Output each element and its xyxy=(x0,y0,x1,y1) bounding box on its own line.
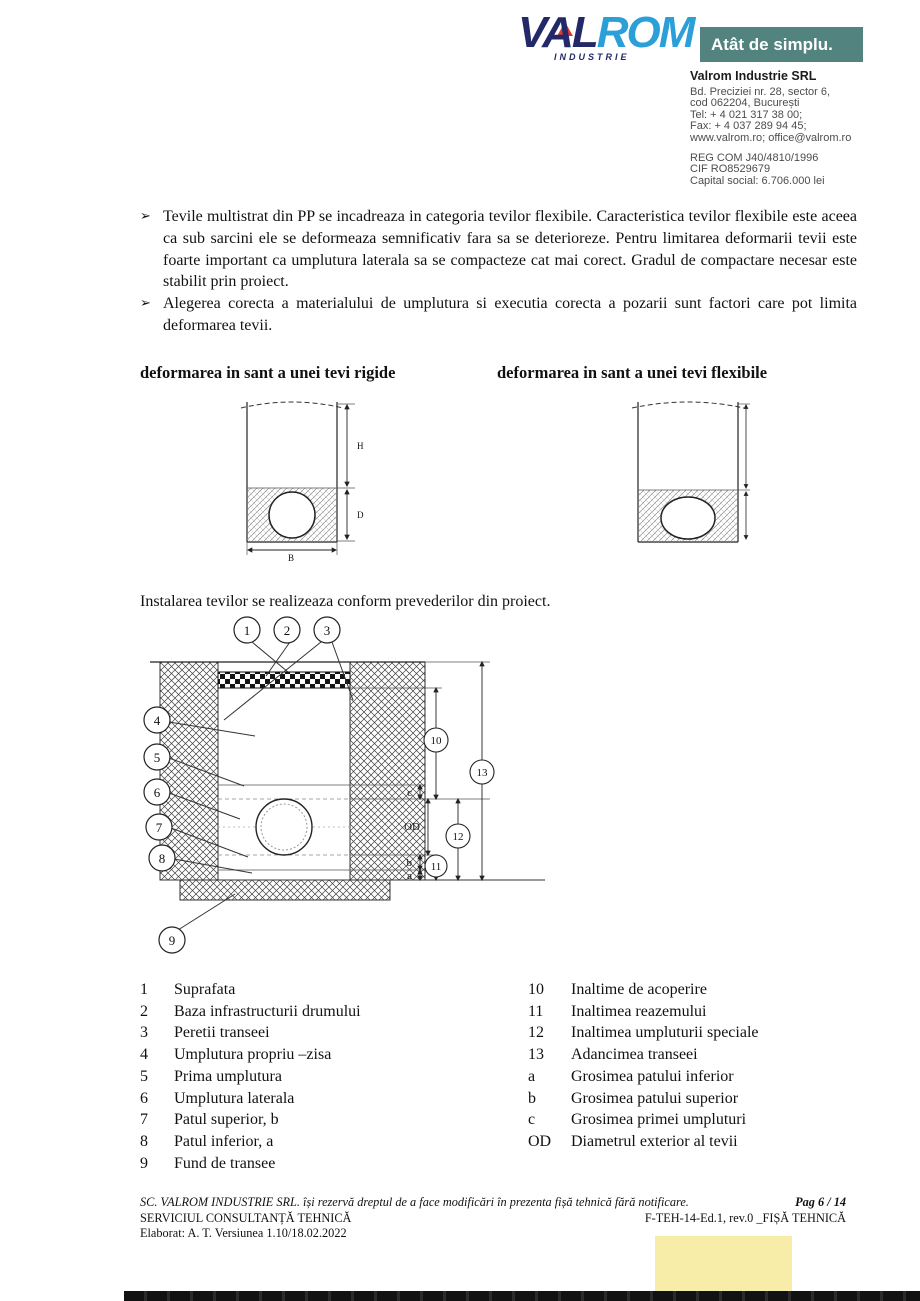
svg-text:12: 12 xyxy=(452,831,464,843)
legend-item xyxy=(528,1022,759,1044)
bullet-list xyxy=(140,206,857,337)
legend-item xyxy=(140,1022,361,1044)
ground-line xyxy=(241,402,343,408)
legend-key: 11 xyxy=(528,1002,544,1020)
tagline-box: Atât de simplu. xyxy=(700,27,863,62)
bullet-item xyxy=(140,206,857,293)
dim-circle-10 xyxy=(424,728,448,752)
legend-label: Inaltime de acoperire xyxy=(571,981,707,998)
legend-label: Patul superior, b xyxy=(174,1111,279,1129)
legend-key: 3 xyxy=(140,1024,148,1042)
legend-label: Prima umplutura xyxy=(174,1067,282,1085)
company-name: Valrom Industrie SRL xyxy=(690,69,817,83)
callout-8 xyxy=(149,845,175,871)
legend-label: Adancimea transeei xyxy=(571,1046,698,1064)
svg-text:8: 8 xyxy=(158,851,166,866)
callout-4 xyxy=(144,707,170,733)
legend-item xyxy=(140,1153,361,1175)
legend-item xyxy=(528,979,759,1001)
callout-9 xyxy=(159,927,185,953)
rigid-pipe-diagram xyxy=(233,392,373,562)
footer-elaborat: Elaborat: A. T. Versiunea 1.10/18.02.2022 xyxy=(140,1226,347,1240)
legend-item xyxy=(528,1066,759,1088)
legend-item xyxy=(140,1109,361,1131)
legend-label: Umplutura laterala xyxy=(174,1089,295,1107)
legend-right-column xyxy=(528,979,759,1153)
legend-key: OD xyxy=(528,1132,552,1150)
footer-row xyxy=(140,1195,846,1211)
company-reg: REG COM J40/4810/1996 xyxy=(690,151,819,164)
legend-label: Suprafata xyxy=(174,981,236,998)
trench-installation-diagram xyxy=(140,614,560,964)
legend-key: 2 xyxy=(140,1002,148,1020)
dim-label-a: a xyxy=(407,870,412,882)
logo-wordmark xyxy=(518,10,698,56)
arrow-bullet-icon: ➢ xyxy=(140,296,151,312)
dim-label-b: b xyxy=(406,857,412,869)
legend-key: a xyxy=(528,1067,536,1085)
legend-label: Grosimea primei umpluturi xyxy=(571,1111,747,1129)
legend-left-column xyxy=(140,979,361,1174)
company-web-email: www.valrom.ro; office@valrom.ro xyxy=(690,131,852,144)
flexible-pipe-diagram xyxy=(628,392,758,562)
legend-key: 6 xyxy=(140,1089,148,1107)
callout-1 xyxy=(234,617,260,643)
road-base-layer xyxy=(218,672,350,688)
company-address-line: Bd. Preciziei nr. 28, sector 6, xyxy=(690,85,831,98)
bullet-item xyxy=(140,293,857,337)
legend-item xyxy=(528,1088,759,1110)
dim-circle-12 xyxy=(446,824,470,848)
legend-key: 8 xyxy=(140,1132,148,1150)
legend-item xyxy=(140,1066,361,1088)
legend-item xyxy=(528,1044,759,1066)
legend-label: Umplutura propriu –zisa xyxy=(174,1046,332,1064)
company-fax: Fax: + 4 037 289 94 45; xyxy=(690,120,807,133)
legend-key: 1 xyxy=(140,981,148,998)
ground-line xyxy=(632,402,744,408)
valrom-logo xyxy=(518,10,698,62)
company-phone: Tel: + 4 021 317 38 00; xyxy=(690,108,803,121)
arrow-bullet-icon: ➢ xyxy=(140,209,151,224)
company-info xyxy=(690,71,851,187)
footer-doc-code: F-TEH-14-Ed.1, rev.0 _FIȘĂ TEHNICĂ xyxy=(644,1210,846,1225)
soil-right-wall xyxy=(350,662,425,880)
legend-key: 12 xyxy=(528,1024,544,1042)
legend-label: Inaltimea reazemului xyxy=(571,1002,707,1020)
legend-item xyxy=(528,1001,759,1023)
footer-department: SERVICIUL CONSULTANȚĂ TEHNICĂ xyxy=(140,1210,352,1225)
legend-label: Diametrul exterior al tevii xyxy=(571,1132,738,1150)
bullet-text: Tevile multistrat din PP se incadreaza in categoria tevilor flexibile. Caracteristica tevilor flexibile este aceea ca sub sarcini ele se deformeaza semnificativ fara sa se deterioreze. Pentru limitarea deformarii tevii este foarte important ca umplutura laterala sa se compacteze cat mai corect. Gradul de compactare necesar este stabilit prin proiect. xyxy=(163,208,857,291)
install-text: Instalarea tevilor se realizeaza conform prevederilor din proiect. xyxy=(140,593,551,610)
legend-key: b xyxy=(528,1089,536,1107)
heading-flexible: deformarea in sant a unei tevi flexibile xyxy=(497,363,768,382)
legend-label: Grosimea patului inferior xyxy=(571,1067,734,1085)
heading-rigid: deformarea in sant a unei tevi rigide xyxy=(140,363,396,382)
svg-text:3: 3 xyxy=(323,623,331,638)
svg-text:11: 11 xyxy=(430,861,442,873)
callout-7 xyxy=(146,814,172,840)
trench-bottom-band xyxy=(180,880,390,900)
svg-text:4: 4 xyxy=(153,713,161,728)
footer-disclaimer: SC. VALROM INDUSTRIE SRL. își rezervă dreptul de a face modificări în prezenta fișă tehnică fără notificare. xyxy=(140,1195,689,1209)
yellow-highlight-box xyxy=(655,1236,792,1292)
dim-circle-11 xyxy=(425,855,447,877)
svg-text:1: 1 xyxy=(243,623,251,638)
legend-key: 9 xyxy=(140,1154,148,1172)
dim-d-label: D xyxy=(357,510,364,520)
legend-key: 4 xyxy=(140,1046,148,1064)
legend-key: c xyxy=(528,1111,536,1129)
callout-5 xyxy=(144,744,170,770)
legend-label: Peretii transeei xyxy=(174,1024,270,1042)
legend-item xyxy=(140,979,361,1001)
svg-text:7: 7 xyxy=(155,820,163,835)
company-cif: CIF RO8529679 xyxy=(690,163,771,176)
svg-text:10: 10 xyxy=(430,735,442,747)
footer-page-number: Pag 6 / 14 xyxy=(795,1195,846,1209)
legend-key: 13 xyxy=(528,1046,544,1064)
svg-text:9: 9 xyxy=(168,933,176,948)
callout-2 xyxy=(274,617,300,643)
svg-text:2: 2 xyxy=(283,623,291,638)
dim-label-c: c xyxy=(407,787,412,799)
dim-circle-13 xyxy=(470,760,494,784)
legend-label: Baza infrastructurii drumului xyxy=(174,1002,361,1020)
legend-item xyxy=(528,1131,759,1153)
legend-label: Fund de transee xyxy=(174,1154,276,1172)
legend-label: Patul inferior, a xyxy=(174,1132,274,1150)
logo-val: VAL xyxy=(518,8,597,57)
diagram-headings xyxy=(140,363,857,383)
pipe-outer-circle xyxy=(256,799,312,855)
legend-item xyxy=(140,1088,361,1110)
legend-item xyxy=(140,1044,361,1066)
bullet-text: Alegerea corecta a materialului de umplutura si executia corecta a pozarii sunt factori care pot limita deformarea tevii. xyxy=(163,295,857,334)
logo-industrie: INDUSTRIE xyxy=(554,52,630,62)
bottom-black-bar xyxy=(124,1291,920,1301)
company-capital: Capital social: 6.706.000 lei xyxy=(690,174,825,187)
dim-b-label: B xyxy=(288,553,295,562)
callout-6 xyxy=(144,779,170,805)
footer xyxy=(140,1195,846,1242)
legend-item xyxy=(140,1001,361,1023)
footer-row xyxy=(140,1211,846,1227)
svg-text:6: 6 xyxy=(153,785,161,800)
svg-text:13: 13 xyxy=(476,767,488,779)
logo-rom: ROM xyxy=(596,8,694,57)
legend-item xyxy=(140,1131,361,1153)
legend-label: Grosimea patului superior xyxy=(571,1089,739,1107)
pipe-circle xyxy=(269,492,315,538)
dim-label-od: OD xyxy=(404,821,420,833)
legend-key: 7 xyxy=(140,1111,148,1129)
legend-item xyxy=(528,1109,759,1131)
legend-label: Inaltimea umpluturii speciale xyxy=(571,1024,759,1042)
company-address-line: cod 062204, București xyxy=(690,97,800,110)
legend-key: 10 xyxy=(528,981,544,998)
dim-h-label: H xyxy=(357,441,364,451)
svg-text:5: 5 xyxy=(153,750,161,765)
callout-3 xyxy=(314,617,340,643)
legend-key: 5 xyxy=(140,1067,148,1085)
deformed-pipe-ellipse xyxy=(661,497,715,539)
